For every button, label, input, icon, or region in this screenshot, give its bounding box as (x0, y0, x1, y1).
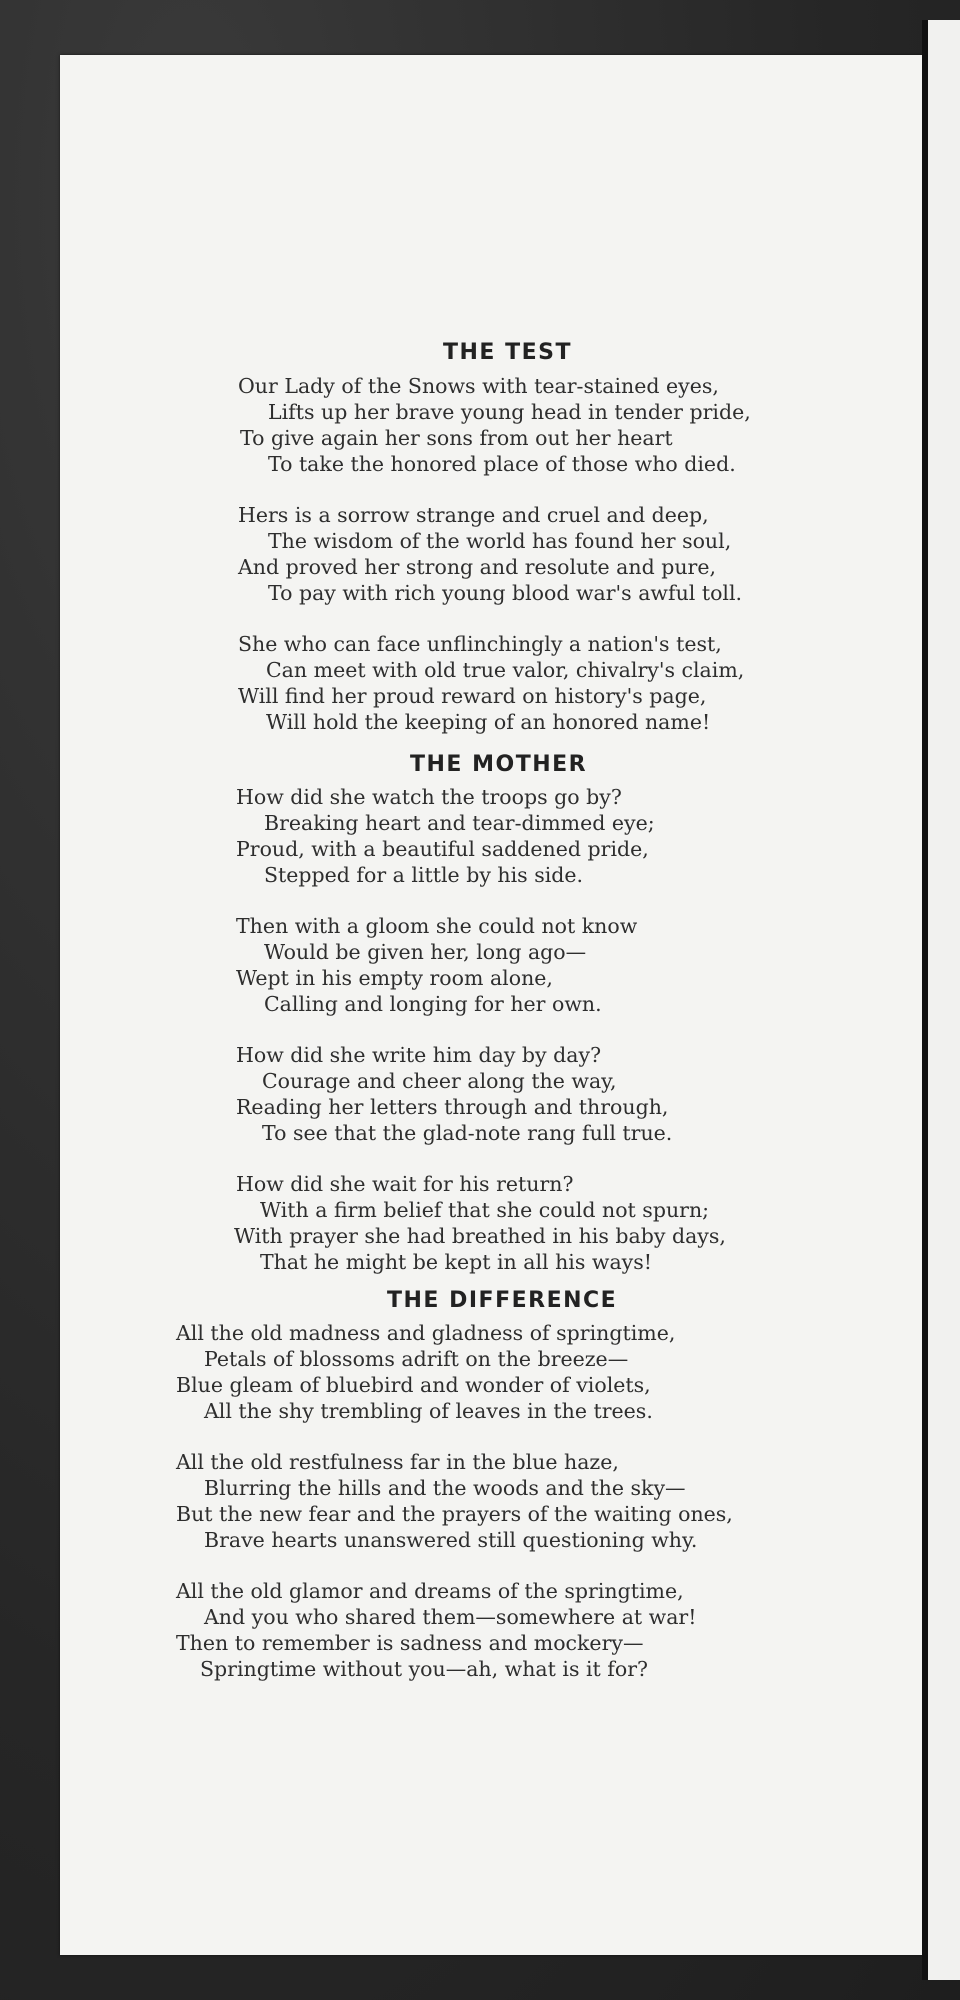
poem-line: Petals of blossoms adrift on the breeze— (204, 1347, 629, 1371)
poem-line: To take the honored place of those who died. (268, 452, 736, 476)
poem-line: To give again her sons from out her heart (240, 426, 673, 450)
poem-line: Brave hearts unanswered still questioning why. (204, 1528, 698, 1552)
poem-line: Reading her letters through and through, (236, 1095, 669, 1119)
poem-line: How did she wait for his return? (236, 1172, 574, 1196)
poem-line: Can meet with old true valor, chivalry's claim, (266, 658, 745, 682)
poem-line: Would be given her, long ago— (264, 940, 587, 964)
poem-line: Will hold the keeping of an honored name! (266, 710, 711, 734)
poem-line: How did she watch the troops go by? (236, 785, 622, 809)
poem-line: But the new fear and the prayers of the waiting ones, (176, 1502, 733, 1526)
poem-line: Hers is a sorrow strange and cruel and deep, (238, 503, 709, 527)
poem-line: Blue gleam of bluebird and wonder of violets, (176, 1373, 651, 1397)
poem-title-the-mother: THE MOTHER (410, 752, 588, 777)
poem-line: Then to remember is sadness and mockery— (176, 1631, 644, 1655)
poem-line: Wept in his empty room alone, (236, 966, 553, 990)
poem-line: Our Lady of the Snows with tear-stained eyes, (238, 374, 719, 398)
poem-line: Breaking heart and tear-dimmed eye; (264, 811, 655, 835)
poem-line: Proud, with a beautiful saddened pride, (236, 837, 649, 861)
poem-line: With a firm belief that she could not spurn; (260, 1198, 710, 1222)
poem-line: All the old restfulness far in the blue haze, (176, 1450, 619, 1474)
poem-line: The wisdom of the world has found her soul, (268, 529, 732, 553)
poem-line: Lifts up her brave young head in tender pride, (268, 400, 751, 424)
poem-title-the-difference: THE DIFFERENCE (387, 1288, 618, 1313)
poem-line: That he might be kept in all his ways! (260, 1250, 653, 1274)
poem-line: And proved her strong and resolute and pure, (238, 555, 716, 579)
poem-line: All the shy trembling of leaves in the trees. (204, 1399, 653, 1423)
poem-line: She who can face unflinchingly a nation's test, (238, 632, 722, 656)
poem-line: Blurring the hills and the woods and the sky— (204, 1476, 686, 1500)
poem-line: To see that the glad-note rang full true. (262, 1121, 673, 1145)
poem-line: With prayer she had breathed in his baby days, (234, 1224, 726, 1248)
poem-line: Calling and longing for her own. (264, 992, 602, 1016)
poem-line: All the old madness and gladness of springtime, (176, 1321, 676, 1345)
poem-title-the-test: THE TEST (443, 340, 572, 365)
poem-line: Springtime without you—ah, what is it for? (200, 1657, 649, 1681)
poem-line: Stepped for a little by his side. (264, 863, 584, 887)
poem-line: Will find her proud reward on history's page, (238, 684, 707, 708)
poem-line: How did she write him day by day? (236, 1043, 602, 1067)
poem-line: All the old glamor and dreams of the springtime, (176, 1579, 684, 1603)
poem-line: Courage and cheer along the way, (262, 1069, 617, 1093)
poem-line: To pay with rich young blood war's awful toll. (268, 581, 743, 605)
poem-line: Then with a gloom she could not know (236, 914, 638, 938)
poem-line: And you who shared them—somewhere at war! (204, 1605, 697, 1629)
